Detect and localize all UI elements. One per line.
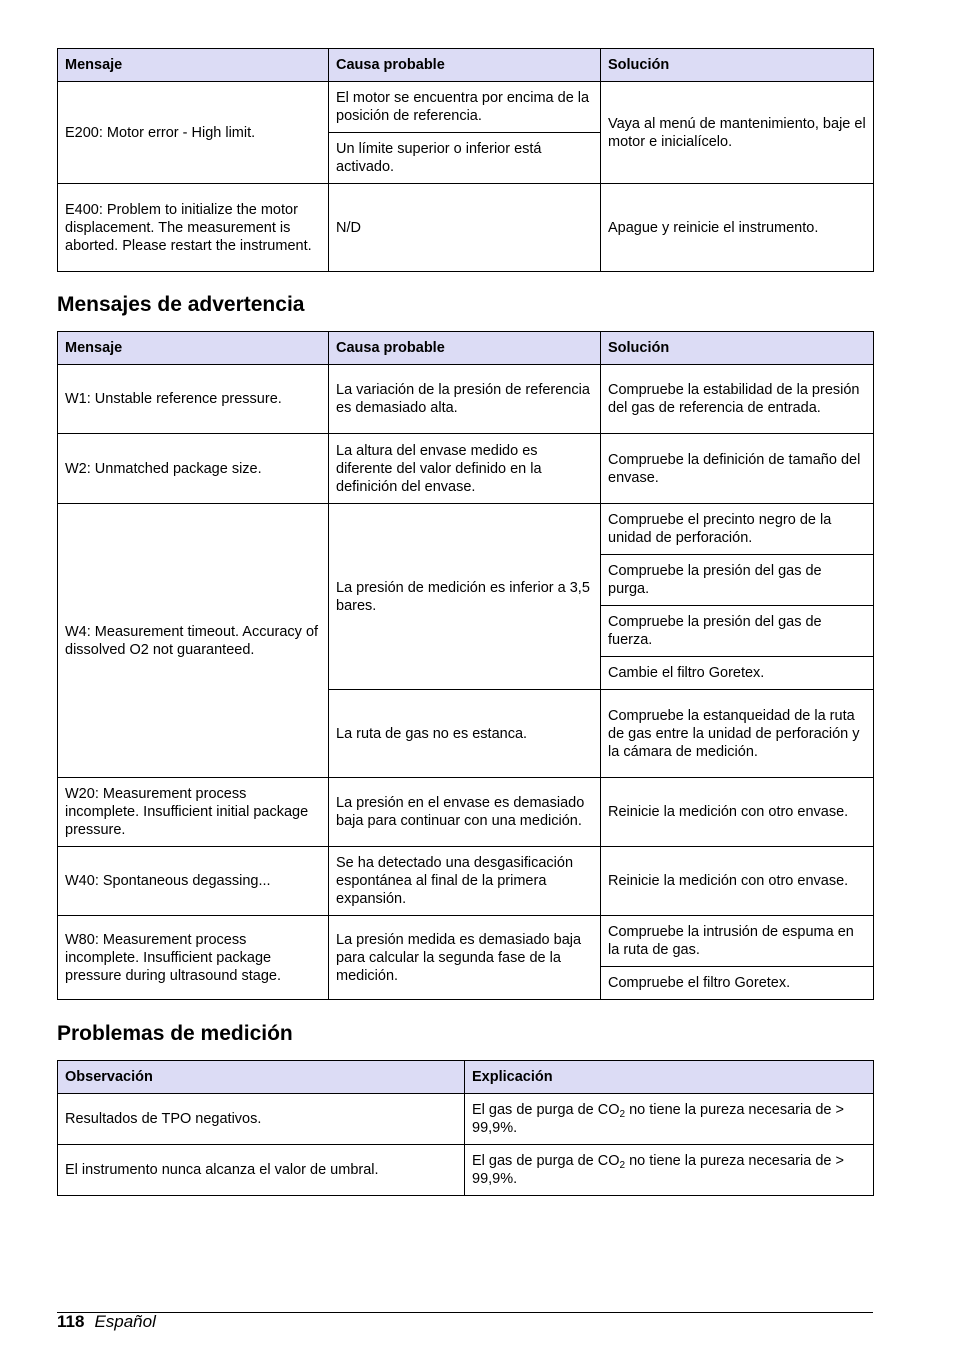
footer-divider	[57, 1312, 873, 1313]
measurement-problems-table	[57, 1060, 874, 1196]
table-row	[58, 1145, 874, 1196]
w1-cause: La variación de la presión de referencia es demasiado alta.	[329, 365, 601, 434]
header-solucion: Solución	[601, 49, 874, 82]
e400-cause: N/D	[329, 184, 601, 272]
w40-solution: Reinicie la medición con otro envase.	[601, 847, 874, 916]
e200-cause-2: Un límite superior o inferior está activado.	[329, 133, 601, 184]
w80-cause: La presión medida es demasiado baja para calcular la segunda fase de la medición.	[329, 916, 601, 1000]
w2-solution: Compruebe la definición de tamaño del envase.	[601, 434, 874, 504]
table-row	[58, 1094, 874, 1145]
table-header-row	[58, 49, 874, 82]
explanation-1-text: El gas de purga de CO	[472, 1102, 620, 1118]
e400-message: E400: Problem to initialize the motor displacement. The measurement is aborted. Please restart the instrument.	[58, 184, 329, 272]
section-title-warnings: Mensajes de advertencia	[57, 293, 305, 316]
w80-solution-2: Compruebe el filtro Goretex.	[601, 967, 874, 1000]
explanation-2	[465, 1145, 874, 1196]
table-row	[58, 184, 874, 272]
subscript-2: 2	[619, 1160, 626, 1171]
w4-cause-1: La presión de medición es inferior a 3,5 bares.	[329, 504, 601, 690]
table-row	[58, 434, 874, 504]
header-causa: Causa probable	[329, 332, 601, 365]
w4-solution-1a: Compruebe el precinto negro de la unidad de perforación.	[601, 504, 874, 555]
e200-cause-1: El motor se encuentra por encima de la posición de referencia.	[329, 82, 601, 133]
page-number: 118	[57, 1312, 85, 1331]
w2-cause: La altura del envase medido es diferente del valor definido en la definición del envase.	[329, 434, 601, 504]
w4-cause-2: La ruta de gas no es estanca.	[329, 690, 601, 778]
w2-message: W2: Unmatched package size.	[58, 434, 329, 504]
explanation-1	[465, 1094, 874, 1145]
observation-1: Resultados de TPO negativos.	[58, 1094, 465, 1145]
header-causa: Causa probable	[329, 49, 601, 82]
header-mensaje: Mensaje	[58, 332, 329, 365]
observation-2: El instrumento nunca alcanza el valor de umbral.	[58, 1145, 465, 1196]
header-solucion: Solución	[601, 332, 874, 365]
warning-messages-table	[57, 331, 874, 1000]
w4-solution-1d: Cambie el filtro Goretex.	[601, 657, 874, 690]
table-header-row	[58, 332, 874, 365]
page-footer	[57, 1311, 156, 1333]
table-row	[58, 847, 874, 916]
header-explicacion: Explicación	[465, 1061, 874, 1094]
w20-solution: Reinicie la medición con otro envase.	[601, 778, 874, 847]
section-title-measurement: Problemas de medición	[57, 1022, 293, 1045]
w4-solution-1b: Compruebe la presión del gas de purga.	[601, 555, 874, 606]
table-header-row	[58, 1061, 874, 1094]
e200-solution: Vaya al menú de mantenimiento, baje el motor e inicialícelo.	[601, 82, 874, 184]
w4-solution-2: Compruebe la estanqueidad de la ruta de gas entre la unidad de perforación y la cámara de medición.	[601, 690, 874, 778]
w1-message: W1: Unstable reference pressure.	[58, 365, 329, 434]
w40-cause: Se ha detectado una desgasificación espontánea al final de la primera expansión.	[329, 847, 601, 916]
header-observacion: Observación	[58, 1061, 465, 1094]
table-row	[58, 365, 874, 434]
w80-solution-1: Compruebe la intrusión de espuma en la ruta de gas.	[601, 916, 874, 967]
table-row	[58, 916, 874, 967]
w4-message: W4: Measurement timeout. Accuracy of dissolved O2 not guaranteed.	[58, 504, 329, 778]
w40-message: W40: Spontaneous degassing...	[58, 847, 329, 916]
explanation-2-text: El gas de purga de CO	[472, 1153, 620, 1169]
e200-message: E200: Motor error - High limit.	[58, 82, 329, 184]
w80-message: W80: Measurement process incomplete. Insufficient package pressure during ultrasound stage.	[58, 916, 329, 1000]
error-messages-table	[57, 48, 874, 272]
e400-solution: Apague y reinicie el instrumento.	[601, 184, 874, 272]
footer-language: Español	[94, 1312, 156, 1331]
w1-solution: Compruebe la estabilidad de la presión del gas de referencia de entrada.	[601, 365, 874, 434]
w4-solution-1c: Compruebe la presión del gas de fuerza.	[601, 606, 874, 657]
subscript-2: 2	[619, 1109, 626, 1120]
header-mensaje: Mensaje	[58, 49, 329, 82]
explanation-1-text-end: no tiene la pureza necesaria de > 99,9%.	[472, 1102, 844, 1136]
table-row	[58, 82, 874, 133]
table-row	[58, 504, 874, 555]
table-row	[58, 778, 874, 847]
explanation-2-text-end: no tiene la pureza necesaria de > 99,9%.	[472, 1153, 844, 1187]
w20-message: W20: Measurement process incomplete. Insufficient initial package pressure.	[58, 778, 329, 847]
w20-cause: La presión en el envase es demasiado baja para continuar con una medición.	[329, 778, 601, 847]
